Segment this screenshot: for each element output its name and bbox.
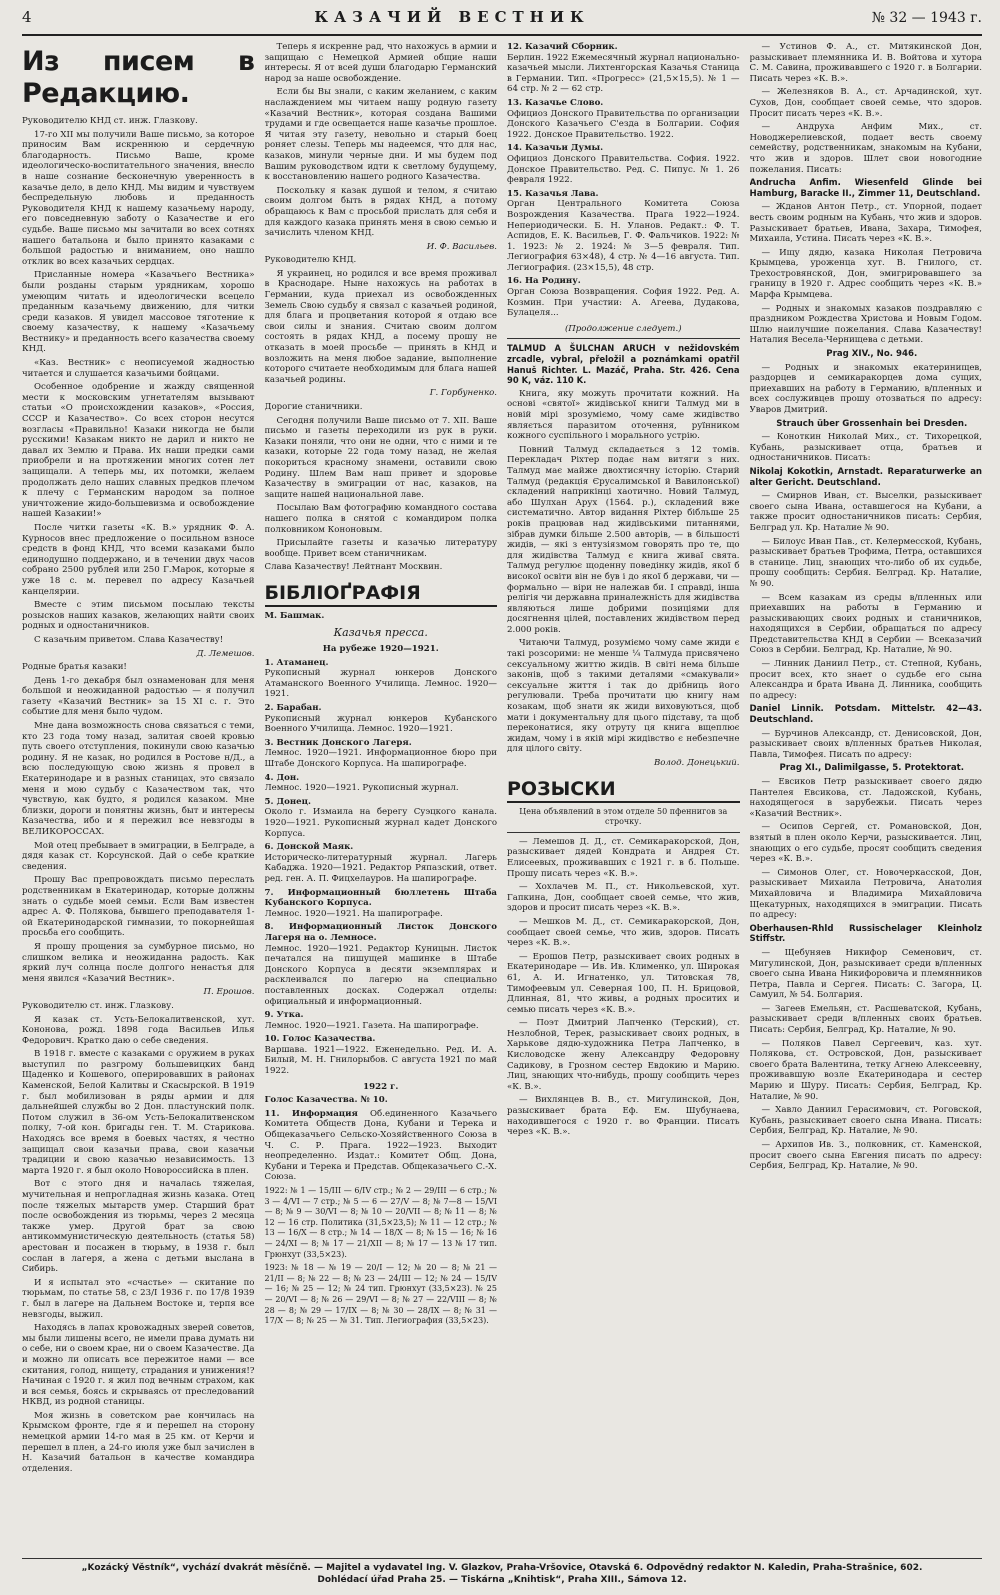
- letter-paragraph: Присланные номера «Казачьего Вестника» были розданы старым урядникам, хорошо умеющим читать и идеологически всецело преданным казачьему движению, для читки среди казаков. Я увидел массовое тяготение к своему казачеству, к нашему «Казачьему Вестнику» и преданность всего казачества своему КНД.: [22, 270, 255, 355]
- search-address: Daniel Linnik. Potsdam. Mittelstr. 42—43. Deutschland.: [749, 704, 982, 726]
- divider: [507, 832, 740, 833]
- bib-entry: [265, 658, 498, 700]
- search-notice: — Смирнов Иван, ст. Выселки, разыскивает своего сына Ивана, оставшегося на Кубани, а также просит одностаничников писать: Сербия, Белград ул. Кр. Наталие № 90.: [749, 491, 982, 533]
- letter-paragraph: 17-го XII мы получили Ваше письмо, за которое приносим Вам искреннюю и сердечную благодарность. Письмо Ваше, кроме идеологическо-воспитательного значения, внесло в наше сознание бесконечную уверенность в казачье дело, в дело КНД. Мы видим и чувствуем беспредельную любовь и преданность Руководителя КНД к нашему казачьему народу, его повседневную заботу о Казачестве и его судьбе. Ваше письмо мы зачитали во всех сотнях нашего батальона и было принято казаками с большой радостью и вниманием, оно нашло отклик во всех казачьих сердцах.: [22, 129, 255, 267]
- search-notice: — Железняков В. А., ст. Арчадинской, хут. Сухов, Дон, сообщает своей семье, что здоров. Просит писать через «К. В.».: [749, 87, 982, 119]
- letter-paragraph: Находясь в лапах кровожадных зверей советов, мы были лишены всего, не имели права думать ни о себе, ни о своем крае, ни о своем Казачестве. Да и можно ли описать все пережитое нами — все скитания, голод, нищету, страдания и унижения!? Начиная с 1920 г. я жил под вечным страхом, как и вся семья, боясь и скрываясь от преследований НКВД, из родной станицы.: [22, 1323, 255, 1408]
- bibliography-author: М. Башмак.: [264, 610, 325, 621]
- letters-title: Из писем в Редакцию.: [22, 46, 255, 109]
- letter-paragraph: И я испытал это «счастье» — скитание по тюрьмам, по статье 58, с 23/I 1936 г. по 17/8 1939 г. был в лагере на Дальнем Востоке и, терпя все невзгоды, выжил.: [22, 1277, 255, 1320]
- letter-paragraph: Вот с этого дня и началась тяжелая, мучительная и непрогладная жизнь казака. Отец после тяжелых мытарств умер. Старший брат после освобождения из тюрьмы, через 2 месяца также умер. Другой брат за свою антикоммунистическую деятельность (статья 58) арестован и посажен в тюрьму, в 1938 г. был сослан в лагеря, а жена с детьми выслана в Сибирь.: [22, 1179, 255, 1275]
- bib-entry-desc: Рукописный журнал юнкеров Донского Атаманского Военного Училища. Лемнос. 1920—1921.: [264, 668, 497, 700]
- bib-entry-title: 11. Информация: [264, 1108, 358, 1119]
- bib-entry: [507, 143, 740, 185]
- bib-entry-desc: Рукописный журнал юнкеров Кубанского Военного Училища. Лемнос. 1920—1921.: [264, 713, 497, 735]
- search-notice: — Жданов Антон Петр., ст. Упорной, подает весть своим родным на Кубань, что жив и здоров. Разыскивает братьев, Ивана, Захара, Тимофея, Михаила, Устина. Писать через «К. В.».: [749, 202, 982, 245]
- search-notice: — Всем казакам из среды в/пленных или приехавших на работы в Германию и разыскивающих своих родных и станичников, находящихся в Сербии, обращаться по адресу Представительства КНД в Сербии — Всеказачий Союз в Сербии. Белград, Кр. Наталие, № 90.: [749, 592, 982, 656]
- search-address: Prag XIV., No. 946.: [826, 349, 918, 360]
- bib-entry-desc: Историческо-литературный журнал. Лагерь Кабаджа. 1920—1921. Редактор Ряпазский, ответ. ред. ген. А. П. Фицхелауров. На шапирографе.: [264, 852, 497, 884]
- bib-entry-title: 4. Дон.: [264, 772, 300, 783]
- bib-entry-desc: Лемнос. 1920—1921. Рукописный журнал.: [264, 783, 459, 794]
- letter-paragraph: Руководителю КНД ст. инж. Глазкову.: [22, 116, 198, 126]
- bib-entry-title: 12. Казачий Сборник.: [507, 42, 618, 52]
- bibliography-title: БІБЛІОҐРАФІЯ: [265, 581, 498, 607]
- search-notice: — Загеев Емельян, ст. Расшеватской, Кубань, разыскивает среди в/пленных своих братьев. Писать: Сербия, Белград, Кр. Наталие, № 90.: [749, 1003, 982, 1036]
- bib-entry: [265, 1034, 498, 1076]
- letter-paragraph: Руководителю КНД.: [264, 255, 357, 266]
- search-list: [750, 363, 983, 416]
- imprint-footer: [22, 1558, 982, 1586]
- search-list: [750, 729, 983, 761]
- bib-entry-desc: Лемнос. 1920—1921. Газета. На шапирографе.: [264, 1020, 479, 1031]
- era-heading: На рубеже 1920—1921.: [322, 644, 439, 655]
- letter-paragraph: С казачьим приветом. Слава Казачеству!: [34, 634, 224, 645]
- bib-entry: [507, 98, 740, 140]
- talmud-review-heading: TALMUD A ŠULCHAN ARUCH v nežidovském zrcadle, vybral, přeložil a poznámkami opatřil Hanuš Richter. L. Mazáč, Praha. Str. 426. Cena 90 K, váz. 110 K.: [507, 343, 740, 386]
- search-list: [750, 432, 983, 464]
- search-address: Prag XI., Dalimilgasse, 5. Protektorat.: [779, 763, 964, 774]
- letter-paragraph: Прошу Вас препровождать письмо переслать родственникам в Екатеринодар, которые должны знать о судьбе моей семьи. Если Вам известен адрес А. Ф. Полякова, бывшего преподавателя 1-ой Екатеринодарской гимназии, то покорнейшая просьба его сообщить.: [22, 875, 255, 939]
- bib-entry: [265, 1095, 498, 1106]
- search-notice: — Билоус Иван Пав., ст. Келермесской, Кубань, разыскивает братьев Трофима, Петра, оставшихся в станице. Лиц, знающих что-либо об их судьбе, прошу сообщить: Сербия. Белград. Кр. Наталие, № 90.: [749, 536, 982, 589]
- search-notice: — Андруха Анфим Мих., ст. Новоджерелиевской, подает весть своему семейству, родственникам, знакомым на Кубани, что жив и здоров. Шлет свои новогодние пожелания. Писать:: [749, 122, 982, 175]
- letter-paragraph: Слава Казачеству! Лейтнант Москвин.: [264, 562, 443, 573]
- bib-entry: [507, 276, 740, 318]
- search-notice: — Осипов Сергей, ст. Романовской, Дон, взятый в плен около Керчи, разыскивается. Лиц, знающих о его судьбе, просят сообщить сведения через «К. В.».: [749, 822, 982, 865]
- bib-entry-desc: Лемнос. 1920—1921. На шапирографе.: [264, 908, 443, 919]
- letters-continued: [265, 42, 498, 573]
- search-notice: — Родных и знакомых казаков поздравляю с праздником Рождества Христова и Новым Годом. Шлю наилучшие пожелания. Слава Казачеству! Наталия Весела-Чернищева с детьми.: [749, 303, 982, 346]
- talmud-review-body: [507, 389, 740, 755]
- letter-paragraph: П. Ерошов.: [203, 987, 255, 998]
- continued-note: (Продолжение следует.): [564, 323, 682, 334]
- search-notice: — Коноткин Николай Мих., ст. Тихорецкой, Кубань, разыскивает отца, братьев и одностаничников. Писать:: [749, 432, 982, 464]
- search-notice: — Симонов Олег, ст. Новочеркасской, Дон, разыскивает Михаила Петровича, Анатолия Михайловича и Владимира Михайловича Щекатурных, находящихся в эмиграции. Писать по адресу:: [749, 867, 982, 921]
- bib-entry-desc: Лемнос. 1920—1921. Информационное бюро при Штабе Донского Корпуса. На шапирографе.: [264, 748, 497, 770]
- search-notice: — Вихлянцев В. В., ст. Мигулинской, Дон, разыскивает брата Еф. Ем. Шубунаева, находившегося с 1920 г. во Франции. Писать через «К. В.».: [507, 1095, 740, 1138]
- review-paragraph: Читаючи Талмуд, розуміємо чому саме жиди є такі розсорими: не менше ¼ Талмуда присвячено сексуальному життю жидів. В світі нема більше законів, щоб з такими деталями «смакували» сексуальне життя і так до дрібниць його регулювали. Треба прочитати цю книгу нам козакам, щоб знати як жиди виховуються, щоб мати і документальну для цього підставу, та щоб переконатися, яку отруту ця книга вщеплює жидам, чому і в якій мірі жидівство є небезпечне для цілого світу.: [507, 638, 740, 755]
- search-notice: — Ерошов Петр, разыскивает своих родных в Екатеринодаре — Ив. Ив. Клименко, ул. Широкая 61, А. И. Игнатенко, ул. Титовская 78, Тимофеевым ул. Северная 100, П. Н. Брицовой, Длинная, 81, что живы, а родных проситих и семью писать через «К. В.».: [507, 951, 740, 1015]
- bib-entry-title: 7. Информационный бюллетень Штаба Кубанского Корпуса.: [264, 887, 497, 909]
- bib-entry: [265, 738, 498, 770]
- search-notice: — Щебуняев Никифор Семенович, ст. Мигулинской, Дон, разыскивает среди в/пленных своего сына Ивана Никифоровича и племянников Петра, Павла и Сергея. Писать: С. Загора, Ц. Самуил, № 54. Болгария.: [749, 947, 982, 1001]
- search-title: РОЗЫСКИ: [507, 777, 740, 803]
- bib-entry-issues: 1923: № 18 — № 19 — 20/I — 12; № 20 — 8; № 21 — 21/II — 8; № 22 — 8; № 23 — 24/III — 12; № 24 — 15/IV — 16; № 25 — 12; № 24 тип. Грюнхут (33,5×23). № 25 — 20/VI — 8; № 26 — 29/VI — 8; № 27 — 22/VIII — 8; № 28 — 8; № 29 — 17/IX — 8; № 30 — 28/IX — 8; № 31 — 17/X — 8; № 25 — № 31. Тип. Легиография (33,5×23).: [264, 1263, 497, 1326]
- column-1: [22, 42, 255, 1542]
- bib-entry-issues: 1922: № 1 — 15/III — 6/IV стр.; № 2 — 29/III — 6 стр.; № 3 — 4/VI — 7 стр.; № 5 — 6 — 27/V — 8; № 7—8 — 15/VI — 8; № 9 — 30/VI — 8; № 10 — 20/VII — 8; № 11 — 8; № 12 — 16 стр. Политика (31,5×23,5); № 11 — 12 стр.; № 13 — 16/X — 8 стр.; № 14 — 18/X — 8; № 15 — 16; № 16 — 24/XI — 8; № 17 — 21/XII — 8; № 17 — 13 № 17 тип. Грюнхут (33,5×23).: [264, 1186, 497, 1259]
- bib-entry: [265, 888, 498, 920]
- bib-entry: [507, 189, 740, 274]
- letter-paragraph: Особенное одобрение и жажду священной мести к московским угнетателям вызывают статьи «О происхождении казаков», «Россия, СССР и Казачество». Со всех сторон несутся возгласы «Правильно! Казаки никогда не были русскими! Казакам никто не дарил и никто не давал их Землю и Права. Их наши предки сами приобрели и на протяжении многих сотен лет защищали. А теперь мы, их потомки, желаем продолжать дело наших славных предков плечом к плечу с Германским народом за полное уничтожение жидо-большевизма и освобождение нашей Казакии!»: [22, 382, 255, 520]
- search-notice: — Хохлачев М. П., ст. Никольевской, хут. Гапкина, Дон, сообщает своей семье, что жив, здоров и просит писать через «К. В.».: [507, 882, 740, 914]
- bibliography-continued: [507, 42, 740, 319]
- divider: [507, 338, 740, 339]
- bib-entry-title: 10. Голос Казачества.: [264, 1034, 376, 1045]
- search-notice: — Линник Даниил Петр., ст. Степной, Кубань, просит всех, кто знает о судьбе его сына Александра и брата Ивана Д. Линника, сообщить по адресу:: [749, 659, 982, 701]
- letter-paragraph: «Каз. Вестник» с неописуемой жадностью читается и слушается казачьими бойцами.: [22, 358, 255, 379]
- letter-paragraph: Д. Лемешов.: [196, 648, 255, 659]
- search-notice: — Поляков Павел Сергеевич, каз. хут. Полякова, ст. Островской, Дон, разыскивает своего брата Валентина, тетку Агнею Алексеевну, проживавшую возле Екатеринодара и сестер Марию и Шуру. Писать: Сербия, Белград, Кр. Наталие, № 90.: [749, 1038, 982, 1102]
- search-list: [750, 491, 983, 701]
- search-notice: — Евсиков Петр разыскивает своего дядю Пантелея Евсикова, ст. Ладожской, Кубань, находящегося в зарубежьи. Писать через «Казачий Вестник».: [749, 777, 982, 819]
- bib-entry-desc: Официоз Донского Правительства. София. 1922. Донское Правительство. Ред. С. Пипус. № 1. 26 февраля 1922.: [507, 153, 740, 186]
- bib-entry-title: 13. Казачье Слово.: [507, 97, 604, 108]
- bib-entry-title: 16. На Родину.: [507, 276, 581, 287]
- bib-entry-title: 14. Казачьи Думы.: [507, 143, 604, 154]
- bib-entry-title: 1. Атаманец.: [264, 657, 329, 668]
- letter-paragraph: Посылаю Вам фотографию командного состава нашего полка в снятой с командиром полка полковником Кононовым.: [264, 503, 497, 535]
- search-list: [750, 948, 983, 1172]
- bib-entry: [265, 922, 498, 1007]
- search-notice: — Мешков М. Д., ст. Семикаракорской, Дон, сообщает своей семье, что жив, здоров. Писать через «К. В.».: [507, 916, 740, 949]
- letter-paragraph: Вместе с этим письмом посылаю тексты розысков наших казаков, желающих найти своих родных и одностаничников.: [22, 600, 255, 632]
- letter-paragraph: Мой отец пребывает в эмиграции, в Белграде, а дядя казак ст. Корсунской. Дай о себе краткие сведения.: [22, 840, 255, 872]
- bib-entry: [507, 42, 740, 95]
- letter-paragraph: Руководителю ст. инж. Глазкову.: [22, 1000, 174, 1011]
- bib-entry-desc: Лемнос. 1920—1921. Редактор Куницын. Листок печатался на пишущей машинке в Штабе Донского Корпуса в десяти экземплярах и расклеивался по лагерю на специально поставленных досках. Содержал отделы: официальный и информационный.: [264, 943, 497, 1007]
- bib-entry-desc: Варшава. 1921—1922. Еженедельно. Ред. И. А. Билый, М. Н. Гнилорыбов. С августа 1921 по май 1922.: [264, 1044, 497, 1077]
- column-4: [750, 42, 983, 1542]
- bib-entry-desc: Около г. Измаила на берегу Суэцкого канала. 1920—1921. Рукописный журнал кадет Донского Корпуса.: [264, 807, 497, 839]
- search-price-note: Цена объявлений в этом отделе 50 пфеннигов за строчку.: [519, 806, 728, 827]
- search-notice: — Устинов Ф. А., ст. Митякинской Дон, разыскивает племянника И. В. Войтова и хутора С. М. Савина, проживавшего с 1920 г. в Болгарии. Писать через «К. В.».: [749, 42, 982, 84]
- letter-paragraph: Я украинец, но родился и все время проживал в Краснодаре. Ныне нахожусь на работах в Германии, куда приехал из освобожденных Земель Свою судьбу я связал с казачьей родиной, для блага и процветания которой я отдаю все свои силы и знания. Считаю своим долгом состоять в рядах КНД, а посему прошу не отказать в моей просьбе — принять в КНД и возложить на меня любое задание, выполнение которого считаете необходимым для блага нашей казачьей родины.: [264, 268, 497, 385]
- search-notice: — Поэт Дмитрий Лапченко (Терский), ст. Незлобной, Терек, разыскивает своих родных, в Харькове дядю-художника Петра Лапченко, в Кисловодске жену Александру Федоровну Садикову, в Грозном сестер Евдокию и Марию. Лиц, знающих что-нибудь, прошу сообщить через «К. В.».: [507, 1018, 740, 1092]
- letters-body: [22, 116, 255, 1474]
- letter-paragraph: Дорогие станичники.: [264, 402, 363, 412]
- search-notice: — Лемешов Д. Д., ст. Семикаракорской, Дон, разыскивает дядей Кондрата и Андрея Ст. Елисеевых, проживавших с 1921 г. в б. Польше. Прошу писать через «К. В.».: [507, 836, 740, 879]
- search-list: [750, 42, 983, 175]
- masthead: КАЗАЧИЙ ВЕСТНИК: [314, 8, 590, 26]
- search-address: Nikolaj Kokotkin, Arnstadt. Reparaturwerke an alter Gericht. Deutschland.: [749, 466, 982, 488]
- review-paragraph: Повний Талмуд складається з 12 томів. Перекладач Ріхтер подає нам витяги з них. Талмуд має майже двохтисячну історію. Старий Талмуд (редакція Єрусалимської й Вавилонської) складений наприкінці хаотично. Новий Талмуд, або Шулхан Арух (1564. р.), складений вже систематично. Автор видання Ріхтер бібльше 25 років працював над жидівськими питаннями, зібрав думки більше 2.500 авторів, — в більшості жидів, — які з ентузіязмом говорять про те, що для жидівства Талмуд є книга живаї свята. Талмуд регулює щоденну поведінку жидів, якої б високої освіти він не був і до якої б держави, чи — формально — віри не належав би. І справді, інша релігія чи державна приналежність для жидівства являються лише добрими позиціями для досягнення цілей, поставлених жидівством перед 2.000 років.: [507, 444, 740, 635]
- bib-entry: [265, 703, 498, 735]
- letter-paragraph: Я казак ст. Усть-Белокалитвенской, хут. Кононова, рожд. 1898 года Васильев Илья Федорович. Кратко даю о себе сведения.: [22, 1014, 255, 1046]
- letter-paragraph: Моя жизнь в советском рае кончилась на Крымском фронте, где я и перешел на сторону немецкой армии 14-го мая в 25 км. от Керчи и перешел в плен, а 24-го июля уже был зачислен в Н. Казачий батальон в качестве командира отделения.: [22, 1410, 255, 1474]
- letter-paragraph: Теперь я искренне рад, что нахожусь в армии и защищаю с Немецкой Армией общие наши интересы. Я от всей души благодарю Германский народ за наше освобождение.: [264, 42, 497, 84]
- bib-entry-desc: Орган Центрального Комитета Союза Возрождения Казачества. Прага 1922—1924. Непериодически. Б. Н. Уланов. Редакт.: Ф. Т. Аспидов, Е. К. Васильев, Г. Ф. Фальчиков. 1922: № 1. 1923: № 2. 1924: № 3—5 февраля. Тип. Легиография 63×48), 4 стр. № 4—16 августа. Тип. Легиография. (23×15,5), 48 стр.: [507, 199, 740, 273]
- bib-entry-title: 9. Утка.: [264, 1010, 304, 1021]
- letter-paragraph: И. Ф. Васильев.: [426, 241, 497, 252]
- page-header: [22, 8, 982, 36]
- era-heading: 1922 г.: [363, 1081, 399, 1092]
- letter-paragraph: Мне дана возможность снова связаться с теми, кто 23 года тому назад, залитая своей кровью путь своего отступления, покинули свою казачью родину. Я не казак, но родился в Ростове н/Д., а всю последующую свою жизнь я провел в Екатеринодаре и в разных станицах, это связало меня и мою судьбу с Казачеством так, что чувствую, как будто, я родился казаком. Мне близки, дороги и понятны жизнь, быт и интересы Казачества, ибо и я пережил все невзгоды в ВЕЛИКОРОССАХ.: [22, 721, 255, 837]
- letter-paragraph: В 1918 г. вместе с казаками с оружием в руках выступил по разгрому большевицких банд Щаденко и Кошевого, оперировавших в районах Каменской, Белой Калитвы и Скасырской. В 1919 г. был мобилизован в ряды армии и для дальнейшей службы во 2 Дон. пластунский полк. Потом служил в 36-ом Усть-Белокалитвенском полку, 7-ой кон. бригады ген. Т. М. Старикова. Находясь все время в боевых частях, я честно защищал свои казачьи права, свои казачьи традиции и свою казачью независимость. 13 марта 1920 г. я был около Новороссийска в плен.: [22, 1049, 255, 1176]
- letter-paragraph: Родные братья казаки!: [22, 662, 127, 673]
- letter-paragraph: День 1-го декабря был ознаменован для меня большой и неожиданной радостью — я получил газету «Казачий Вестник» за 15 XI с. г. Это событие для меня было чудом.: [22, 675, 255, 718]
- imprint-line: „Kozácký Věstník“, vychází dvakrát měsíčně. — Majitel a vydavatel Ing. V. Glazkov, Praha-Vršovice, Otavská 6. Odpovědný redaktor N. Kaledin, Praha-Strašnice, 602.: [81, 1563, 923, 1573]
- bib-entry-title: Голос Казачества. № 10.: [264, 1095, 388, 1106]
- imprint-line: Dohlédací úřad Praha 25. — Tiskárna „Knihtisk“, Praha XIII., Sámova 12.: [317, 1575, 687, 1585]
- talmud-review-author: Волод. Донецький.: [653, 758, 740, 768]
- bib-entry-title: 6. Донской Маяк.: [264, 842, 354, 853]
- letter-paragraph: Сегодня получили Ваше письмо от 7. XII. Ваше письмо и газеты переходили из рук в руки. Казаки поняли, что они не одни, что с ними и те казаки, которые 22 года тому назад, не желая покориться красному знамени, оставили свою Родину. Шлем Вам наш привет и здоровье Казачеству в эмиграции от нас, казаков, на защите нашей национальной лаве.: [264, 415, 497, 500]
- bib-entry-title: 2. Барабан.: [264, 703, 322, 714]
- page-number: 4: [22, 8, 32, 26]
- bib-entry: [265, 1010, 498, 1031]
- issue-number: № 32 — 1943 г.: [871, 10, 982, 26]
- bib-entry: [265, 773, 498, 794]
- search-list: [750, 202, 983, 346]
- bib-entry-desc: Орган Союза Возвращения. София 1922. Ред. А. Козмин. При участии: А. Агеева, Дудакова, Булацеля...: [507, 287, 740, 319]
- bib-entry: [265, 842, 498, 884]
- bib-entry-desc: Об.единенного Казачьего Комитета Обществ Дона, Кубани и Терека и Общеказачьего Сельско-Хозяйственного Союза в Ч. С. Р. Прага. 1922—1923. Выходит неопределенно. Издат.: Комитет Общ. Дона, Кубани и Терека и Представ. Общеказачьего С.-Х. Союза.: [264, 1108, 497, 1183]
- bib-entry: [265, 797, 498, 839]
- bibliography-subtitle: Казачья пресса.: [333, 625, 428, 639]
- search-address: Oberhausen-Rhld Russischelager Kleinholz Stiffstr.: [749, 923, 982, 945]
- search-address: Strauch über Grossenhain bei Dresden.: [776, 418, 968, 429]
- search-notice: — Архипов Ив. З., полковник, ст. Каменской, просит своего сына Евгения писать по адресу: Сербия, Белград, Кр. Наталие, № 90.: [749, 1140, 982, 1172]
- bib-entry-title: 3. Вестник Донского Лагеря.: [264, 737, 412, 748]
- bib-entry-title: 8. Информационный Листок Донского Лагеря на о. Лемносе.: [264, 922, 497, 943]
- letter-paragraph: Г. Горбуненко.: [429, 388, 497, 399]
- search-list: [507, 837, 740, 1138]
- review-paragraph: Книга, яку можуть прочитати кожний. На основі «святої» жидівської книги Талмуд ми в новій мірі зрозуміємо, чому саме жидівство являється паразитом оточення, руїнником кожного суспільного і морального устрію.: [507, 388, 740, 442]
- letter-paragraph: После читки газеты «К. В.» урядник Ф. А. Курносов внес предложение о посильном взносе средств в фонд КНД, что всеми казаками было единодушно поддержано, и в течении двух часов собрано 2500 рублей или 250 Г.Марок, которые я уже 18 с. м. перевел по адресу Казачьей канцелярии.: [22, 522, 255, 597]
- bib-entry-title: 15. Казачья Лава.: [507, 188, 599, 199]
- bib-entry: [265, 1109, 498, 1183]
- bib-entry-desc: Официоз Донского Правительства по организации Донского Казачьего С'езда в Болгарии. София 1922. Донское Правительство. 1922.: [507, 108, 740, 140]
- bibliography-list: [265, 658, 498, 1077]
- column-3: [507, 42, 740, 1542]
- search-notice: — Бурчинов Александр, ст. Денисовской, Дон, разыскивает своих в/пленных братьев Николая, Павла, Тимофея. Писать по адресу:: [749, 728, 982, 760]
- search-list: [750, 777, 983, 921]
- search-notice: — Хавло Даниил Герасимович, ст. Роговской, Кубань, разыскивает своего сына Ивана. Писать: Сербия, Белград, Кр. Наталие, № 90.: [749, 1105, 982, 1137]
- bib-entry-desc: Берлин. 1922 Ежемесячный журнал национально-казачьей мысли. Лихтенгорская Казачья Станица в Германии. Тип. «Прогресс» (21,5×15,5). № 1 — 64 стр. № 2 — 62 стр.: [507, 52, 740, 95]
- letter-paragraph: Поскольку я казак душой и телом, я считаю своим долгом быть в рядах КНД, а потому обращаюсь к Вам с просьбой прислать для себя и для каждого казака принять меня в свою семью и зачислить членом КНД.: [264, 185, 497, 239]
- letter-paragraph: Если бы Вы знали, с каким желанием, с каким наслаждением мы читаем нашу родную газету «Казачий Вестник», которая создана Вашими трудами и где освещается наше казачье прошлое. Я читая эту газету, невольно и старый боец роняет слезы. Теперь мы надеемся, что для нас, казаков, минули черные дни. И мы будем под Вашим руководством идти к светлому будущему, к восстановлению нашего родного Казачества.: [264, 87, 497, 183]
- search-notice: — Ищу дядю, казака Николая Петровича Крымцева, уроженца хут. В. Гнилого, ст. Трехостровянской, Дон, эмигрировавшего за границу в 1920 г. Адрес сообщить через «К. В.» Марфа Крымцева.: [749, 247, 982, 301]
- search-address: Andrucha Anfim. Wiesenfeld Glinde bei Hamburg, Baracke II., Zimmer 11, Deutschland.: [749, 178, 982, 199]
- column-2: [265, 42, 498, 1542]
- letter-paragraph: Присылайте газеты и казачью литературу вообще. Привет всем станичникам.: [264, 538, 497, 559]
- letter-paragraph: Я прошу прощения за сумбурное письмо, но слишком велика и неожиданна радость. Как яркий луч солнца после долгого ненастья для меня явился «Казачий Вестник».: [22, 941, 255, 984]
- bib-entry-title: 5. Донец.: [264, 796, 311, 807]
- search-notice: — Родных и знакомых екатеринищев, раздорцев и семикаракорцев дома сущих, приехавших на работу в Германию, в/пленных и всех сослуживцев прошу отозваться по адресу: Уваров Дмитрий.: [749, 362, 982, 415]
